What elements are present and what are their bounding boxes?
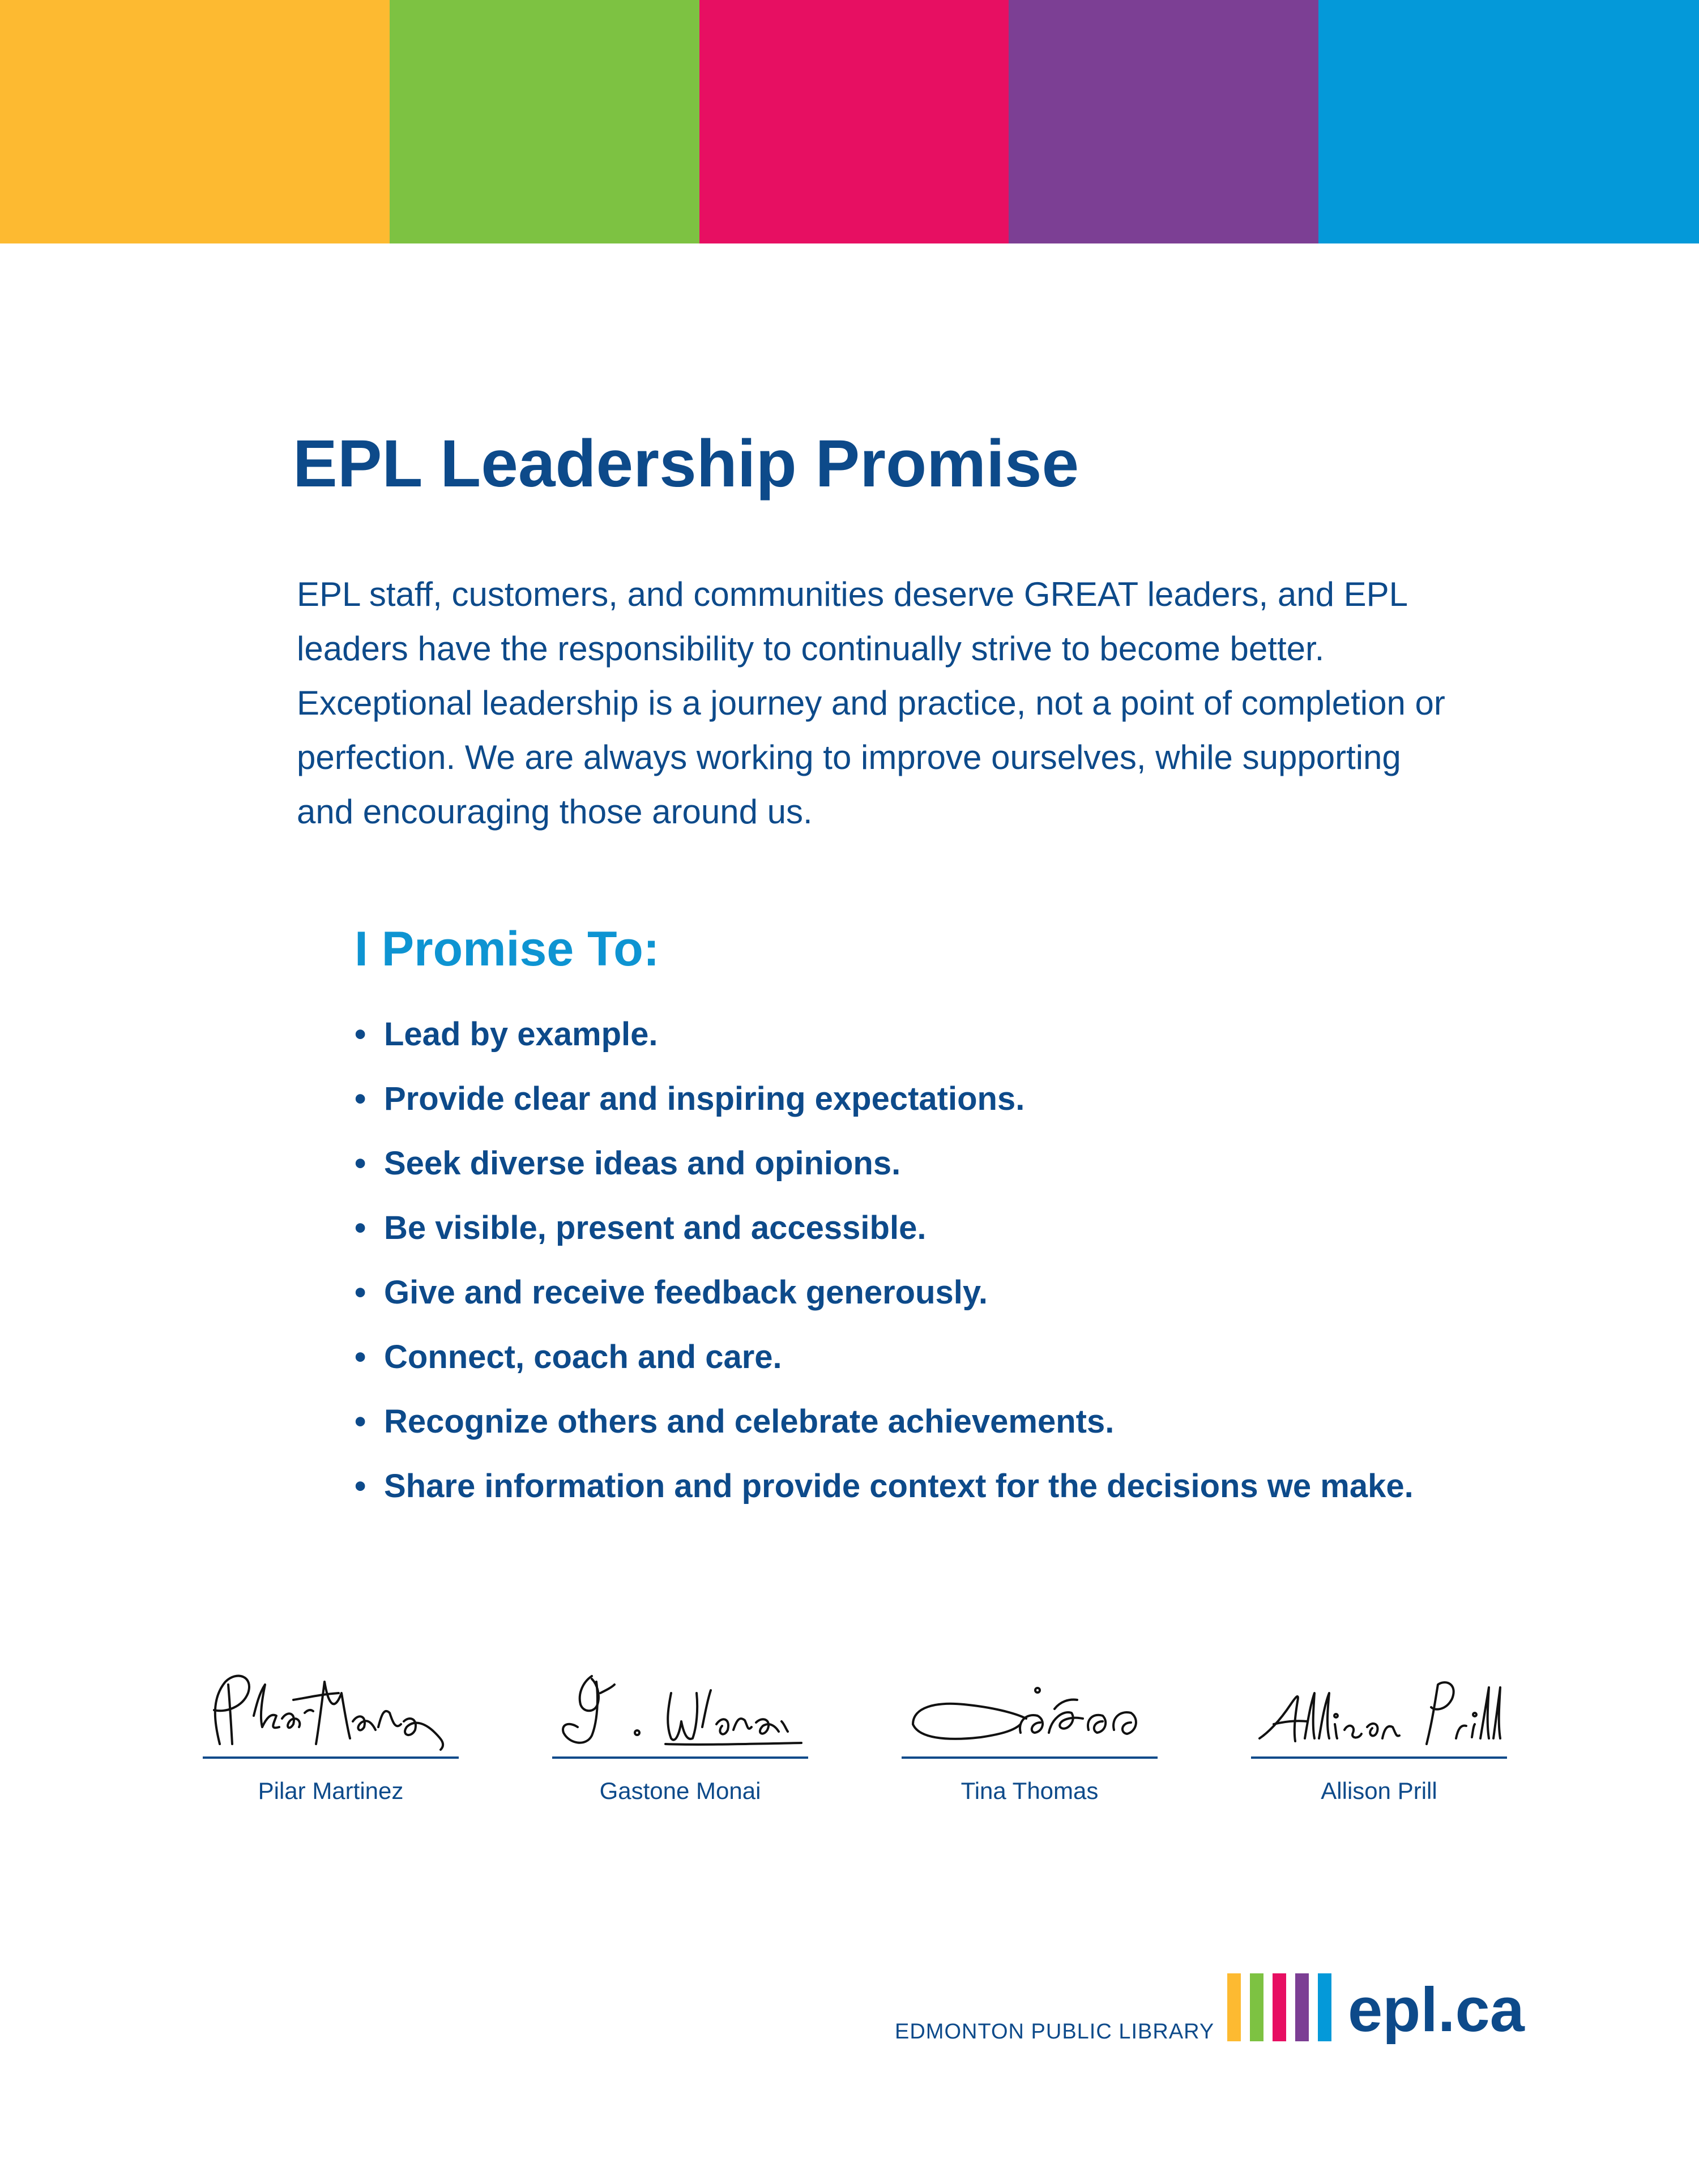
bullet-icon: •: [355, 1209, 366, 1246]
page-title: EPL Leadership Promise: [293, 426, 1079, 501]
promise-item: [355, 1399, 1414, 1464]
promise-heading: I Promise To:: [355, 922, 660, 976]
bullet-icon: •: [355, 1339, 366, 1375]
signatory-name: Pilar Martinez: [258, 1777, 404, 1804]
promise-text: Share information and provide context for the decisions we make.: [384, 1468, 1414, 1505]
signature-pilar-martinez: [203, 1659, 459, 1823]
handwritten-signature: [552, 1659, 808, 1755]
logo-bar-green: [1250, 1973, 1263, 2041]
bullet-icon: •: [355, 1274, 366, 1311]
signature-allison-prill: [1251, 1659, 1507, 1823]
handwritten-signature: [203, 1659, 459, 1755]
color-block-blue: [1318, 0, 1699, 243]
logo-bar-yellow: [1227, 1973, 1241, 2041]
bullet-icon: •: [355, 1403, 366, 1440]
promise-item: [355, 1270, 1414, 1335]
header-color-band: [0, 0, 1699, 243]
promise-text: Connect, coach and care.: [384, 1339, 782, 1375]
signature-gastone-monai: [552, 1659, 808, 1823]
signature-tina-thomas: [902, 1659, 1158, 1823]
website-logo-text[interactable]: epl.ca: [1348, 1975, 1525, 2045]
color-block-yellow: [0, 0, 390, 243]
signatory-name: Gastone Monai: [599, 1777, 761, 1804]
signature-block: [203, 1659, 1509, 1829]
color-block-green: [390, 0, 699, 243]
epl-logo-bars-icon: [1227, 1973, 1341, 2041]
footer: [895, 1973, 1529, 2064]
promise-item: [355, 1012, 1414, 1076]
logo-bar-purple: [1295, 1973, 1309, 2041]
signature-line: [203, 1756, 459, 1759]
promise-item: [355, 1335, 1414, 1399]
intro-paragraph: EPL staff, customers, and communities deserve GREAT leaders, and EPL leaders have the responsibility to continually strive to become better. Exceptional leadership is a journey and practice, not a point of completion or perfection. We are always working to improve ourselves, while supporting and encouraging those around us.: [297, 575, 1445, 831]
handwritten-signature: [902, 1659, 1158, 1755]
signature-line: [902, 1756, 1158, 1759]
color-block-magenta: [699, 0, 1009, 243]
promise-text: Lead by example.: [384, 1016, 658, 1053]
logo-bar-blue: [1318, 1973, 1331, 2041]
bullet-icon: •: [355, 1080, 366, 1117]
bullet-icon: •: [355, 1468, 366, 1505]
promise-item: [355, 1141, 1414, 1206]
promise-text: Be visible, present and accessible.: [384, 1209, 927, 1246]
bullet-icon: •: [355, 1145, 366, 1182]
promise-list: [355, 1012, 1414, 1528]
promise-text: Seek diverse ideas and opinions.: [384, 1145, 901, 1182]
promise-item: [355, 1076, 1414, 1141]
promise-text: Give and receive feedback generously.: [384, 1274, 988, 1311]
logo-bar-magenta: [1273, 1973, 1286, 2041]
signature-line: [552, 1756, 808, 1759]
signature-line: [1251, 1756, 1507, 1759]
promise-item: [355, 1464, 1414, 1528]
handwritten-signature: [1251, 1659, 1507, 1755]
color-block-purple: [1009, 0, 1318, 243]
bullet-icon: •: [355, 1016, 366, 1053]
signatory-name: Allison Prill: [1321, 1777, 1437, 1804]
promise-text: Recognize others and celebrate achievements.: [384, 1403, 1115, 1440]
library-name: EDMONTON PUBLIC LIBRARY: [895, 2020, 1215, 2044]
promise-item: [355, 1206, 1414, 1270]
signatory-name: Tina Thomas: [961, 1777, 1099, 1804]
promise-text: Provide clear and inspiring expectations.: [384, 1080, 1025, 1117]
